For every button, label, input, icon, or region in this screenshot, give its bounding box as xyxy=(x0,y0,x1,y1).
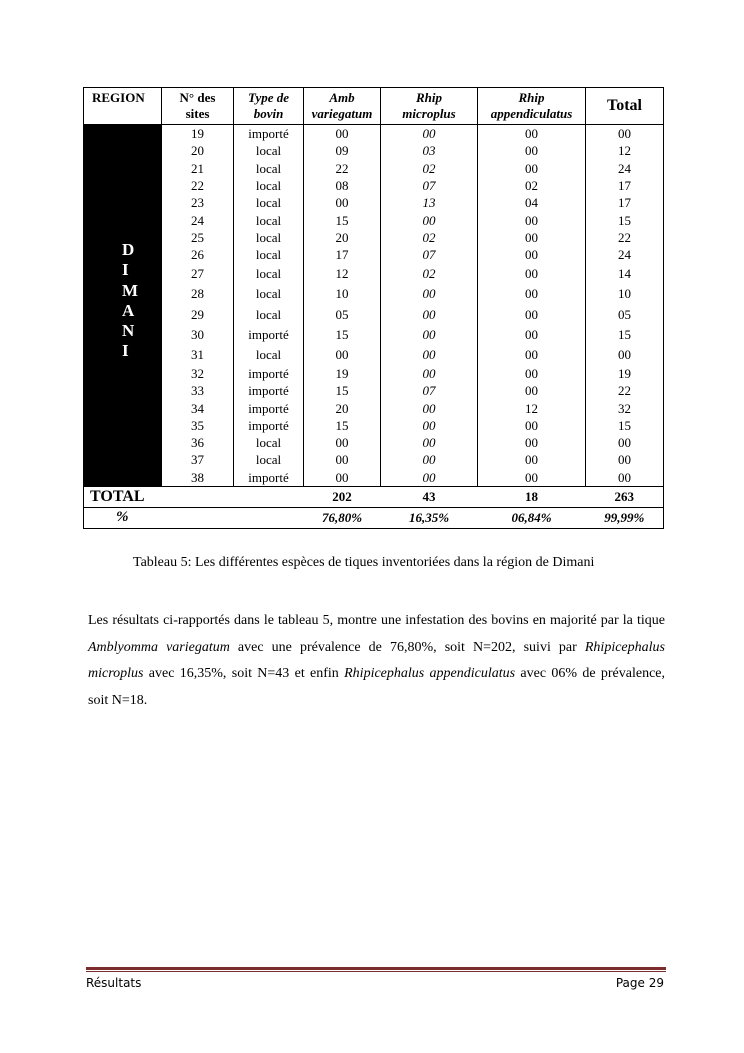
cell-site: 26 xyxy=(162,246,234,263)
results-paragraph: Les résultats ci-rapportés dans le tableau 5, montre une infestation des bovins en majorité par la tique Amblyomma variegatum avec une prévalence de 76,80%, soit N=202, suivi par Rhipicephalus microplus avec 16,35%, soit N=43 et enfin Rhipicephalus appendiculatus avec 06% de prévalence, soit N=18. xyxy=(88,613,666,708)
cell-total: 15 xyxy=(586,324,664,344)
cell-rhip-appendiculatus: 00 xyxy=(478,229,586,246)
cell-amb: 00 xyxy=(304,469,381,487)
cell-amb: 15 xyxy=(304,324,381,344)
cell-type: local xyxy=(234,142,304,159)
header-type: Type de bovin xyxy=(234,88,304,125)
cell-rhip-microplus: 07 xyxy=(381,382,478,399)
total-total: 263 xyxy=(586,486,664,507)
cell-rhip-microplus: 07 xyxy=(381,177,478,194)
cell-type: local xyxy=(234,229,304,246)
cell-total: 19 xyxy=(586,365,664,382)
cell-type: local xyxy=(234,194,304,211)
region-cell xyxy=(84,125,162,487)
cell-site: 23 xyxy=(162,194,234,211)
cell-total: 00 xyxy=(586,125,664,143)
cell-rhip-microplus: 02 xyxy=(381,229,478,246)
footer-section: Résultats xyxy=(86,976,142,990)
cell-site: 20 xyxy=(162,142,234,159)
cell-rhip-microplus: 00 xyxy=(381,125,478,143)
cell-type: importé xyxy=(234,417,304,434)
cell-site: 38 xyxy=(162,469,234,487)
cell-amb: 05 xyxy=(304,304,381,324)
cell-type: local xyxy=(234,246,304,263)
cell-total: 24 xyxy=(586,160,664,177)
cell-amb: 15 xyxy=(304,382,381,399)
table-row xyxy=(84,324,664,344)
cell-amb: 08 xyxy=(304,177,381,194)
table-row xyxy=(84,229,664,246)
cell-amb: 10 xyxy=(304,284,381,304)
cell-type: local xyxy=(234,177,304,194)
cell-site: 31 xyxy=(162,345,234,365)
region-letter: I xyxy=(122,341,129,361)
cell-site: 21 xyxy=(162,160,234,177)
cell-site: 30 xyxy=(162,324,234,344)
cell-type: importé xyxy=(234,382,304,399)
footer-page-number: Page 29 xyxy=(615,976,664,990)
cell-total: 14 xyxy=(586,263,664,283)
header-total: Total xyxy=(586,88,664,125)
cell-rhip-microplus: 00 xyxy=(381,211,478,228)
cell-site: 35 xyxy=(162,417,234,434)
cell-amb: 00 xyxy=(304,345,381,365)
percent-label: % xyxy=(84,507,304,528)
cell-rhip-microplus: 02 xyxy=(381,263,478,283)
cell-total: 15 xyxy=(586,417,664,434)
table-row xyxy=(84,284,664,304)
header-rhip-appendiculatus: Rhip appendiculatus xyxy=(478,88,586,125)
cell-site: 19 xyxy=(162,125,234,143)
cell-rhip-microplus: 00 xyxy=(381,434,478,451)
cell-rhip-microplus: 00 xyxy=(381,417,478,434)
header-rhip-microplus: Rhip microplus xyxy=(381,88,478,125)
cell-rhip-appendiculatus: 00 xyxy=(478,142,586,159)
table-row xyxy=(84,194,664,211)
percent-rhip-microplus: 16,35% xyxy=(381,507,478,528)
cell-total: 24 xyxy=(586,246,664,263)
cell-rhip-appendiculatus: 00 xyxy=(478,345,586,365)
table-row xyxy=(84,417,664,434)
cell-rhip-microplus: 00 xyxy=(381,451,478,468)
cell-type: local xyxy=(234,211,304,228)
cell-type: local xyxy=(234,451,304,468)
cell-rhip-microplus: 03 xyxy=(381,142,478,159)
table-row xyxy=(84,451,664,468)
cell-rhip-appendiculatus: 00 xyxy=(478,304,586,324)
table-row xyxy=(84,365,664,382)
table-row xyxy=(84,469,664,487)
cell-type: local xyxy=(234,284,304,304)
cell-type: importé xyxy=(234,125,304,143)
table-row xyxy=(84,142,664,159)
cell-site: 24 xyxy=(162,211,234,228)
total-rhip-appendiculatus: 18 xyxy=(478,486,586,507)
cell-rhip-appendiculatus: 00 xyxy=(478,246,586,263)
cell-site: 22 xyxy=(162,177,234,194)
percent-amb: 76,80% xyxy=(304,507,381,528)
table-row xyxy=(84,345,664,365)
table-row xyxy=(84,263,664,283)
table-row xyxy=(84,177,664,194)
cell-rhip-appendiculatus: 00 xyxy=(478,263,586,283)
cell-amb: 20 xyxy=(304,399,381,416)
table-row xyxy=(84,160,664,177)
cell-rhip-microplus: 00 xyxy=(381,365,478,382)
cell-total: 22 xyxy=(586,229,664,246)
cell-rhip-microplus: 00 xyxy=(381,399,478,416)
footer-rule xyxy=(86,971,666,972)
cell-rhip-microplus: 07 xyxy=(381,246,478,263)
cell-rhip-microplus: 00 xyxy=(381,304,478,324)
cell-rhip-appendiculatus: 00 xyxy=(478,469,586,487)
cell-total: 17 xyxy=(586,194,664,211)
cell-site: 33 xyxy=(162,382,234,399)
cell-site: 32 xyxy=(162,365,234,382)
cell-total: 10 xyxy=(586,284,664,304)
region-letter: I xyxy=(122,260,129,280)
cell-amb: 00 xyxy=(304,125,381,143)
cell-total: 17 xyxy=(586,177,664,194)
cell-type: importé xyxy=(234,324,304,344)
region-letter: D xyxy=(122,240,135,259)
region-letter: M xyxy=(122,280,139,300)
cell-site: 37 xyxy=(162,451,234,468)
cell-amb: 22 xyxy=(304,160,381,177)
cell-total: 22 xyxy=(586,382,664,399)
header-row xyxy=(84,88,664,125)
cell-rhip-appendiculatus: 00 xyxy=(478,211,586,228)
region-letter: A xyxy=(122,300,135,320)
cell-amb: 19 xyxy=(304,365,381,382)
cell-amb: 00 xyxy=(304,194,381,211)
cell-site: 34 xyxy=(162,399,234,416)
cell-total: 00 xyxy=(586,434,664,451)
cell-rhip-microplus: 13 xyxy=(381,194,478,211)
cell-type: local xyxy=(234,434,304,451)
percent-rhip-appendiculatus: 06,84% xyxy=(478,507,586,528)
percent-total: 99,99% xyxy=(586,507,664,528)
cell-rhip-appendiculatus: 00 xyxy=(478,125,586,143)
total-row xyxy=(84,486,664,507)
cell-rhip-microplus: 00 xyxy=(381,469,478,487)
cell-amb: 00 xyxy=(304,434,381,451)
cell-rhip-appendiculatus: 00 xyxy=(478,324,586,344)
cell-total: 00 xyxy=(586,451,664,468)
cell-total: 32 xyxy=(586,399,664,416)
cell-total: 15 xyxy=(586,211,664,228)
cell-rhip-appendiculatus: 00 xyxy=(478,365,586,382)
species-name: Rhipicephalus appendiculatus xyxy=(344,666,516,681)
cell-site: 29 xyxy=(162,304,234,324)
cell-type: local xyxy=(234,263,304,283)
table-row xyxy=(84,434,664,451)
cell-amb: 09 xyxy=(304,142,381,159)
cell-rhip-appendiculatus: 02 xyxy=(478,177,586,194)
cell-rhip-microplus: 02 xyxy=(381,160,478,177)
cell-rhip-appendiculatus: 12 xyxy=(478,399,586,416)
cell-rhip-appendiculatus: 00 xyxy=(478,382,586,399)
table-row xyxy=(84,125,664,143)
cell-total: 12 xyxy=(586,142,664,159)
header-amb: Amb variegatum xyxy=(304,88,381,125)
table-row xyxy=(84,304,664,324)
cell-type: importé xyxy=(234,469,304,487)
cell-rhip-appendiculatus: 00 xyxy=(478,451,586,468)
cell-type: local xyxy=(234,304,304,324)
cell-type: importé xyxy=(234,365,304,382)
cell-type: local xyxy=(234,160,304,177)
cell-amb: 00 xyxy=(304,451,381,468)
header-sites: N° des sites xyxy=(162,88,234,125)
table-caption: Tableau 5: Les différentes espèces de tiques inventoriées dans la région de Dimani xyxy=(133,555,595,570)
species-name: Rhipicephalus microplus xyxy=(88,639,665,681)
cell-site: 25 xyxy=(162,229,234,246)
total-amb: 202 xyxy=(304,486,381,507)
table-row xyxy=(84,382,664,399)
footer-rule xyxy=(86,967,666,970)
cell-amb: 20 xyxy=(304,229,381,246)
cell-site: 36 xyxy=(162,434,234,451)
cell-rhip-appendiculatus: 00 xyxy=(478,417,586,434)
cell-total: 00 xyxy=(586,469,664,487)
percent-row xyxy=(84,507,664,528)
cell-rhip-microplus: 00 xyxy=(381,345,478,365)
cell-total: 05 xyxy=(586,304,664,324)
header-region: REGION xyxy=(84,88,162,125)
cell-site: 27 xyxy=(162,263,234,283)
tick-species-table xyxy=(83,87,664,529)
cell-rhip-appendiculatus: 04 xyxy=(478,194,586,211)
table-row xyxy=(84,399,664,416)
species-name: Amblyomma variegatum xyxy=(88,639,230,655)
table-row xyxy=(84,246,664,263)
cell-rhip-appendiculatus: 00 xyxy=(478,284,586,304)
cell-amb: 15 xyxy=(304,417,381,434)
cell-amb: 12 xyxy=(304,263,381,283)
cell-rhip-appendiculatus: 00 xyxy=(478,160,586,177)
cell-rhip-appendiculatus: 00 xyxy=(478,434,586,451)
cell-rhip-microplus: 00 xyxy=(381,324,478,344)
cell-type: importé xyxy=(234,399,304,416)
cell-type: local xyxy=(234,345,304,365)
cell-total: 00 xyxy=(586,345,664,365)
total-label: TOTAL xyxy=(84,486,304,507)
cell-site: 28 xyxy=(162,284,234,304)
region-letter: N xyxy=(122,321,135,341)
cell-amb: 15 xyxy=(304,211,381,228)
cell-amb: 17 xyxy=(304,246,381,263)
total-rhip-microplus: 43 xyxy=(381,486,478,507)
cell-rhip-microplus: 00 xyxy=(381,284,478,304)
table-row xyxy=(84,211,664,228)
